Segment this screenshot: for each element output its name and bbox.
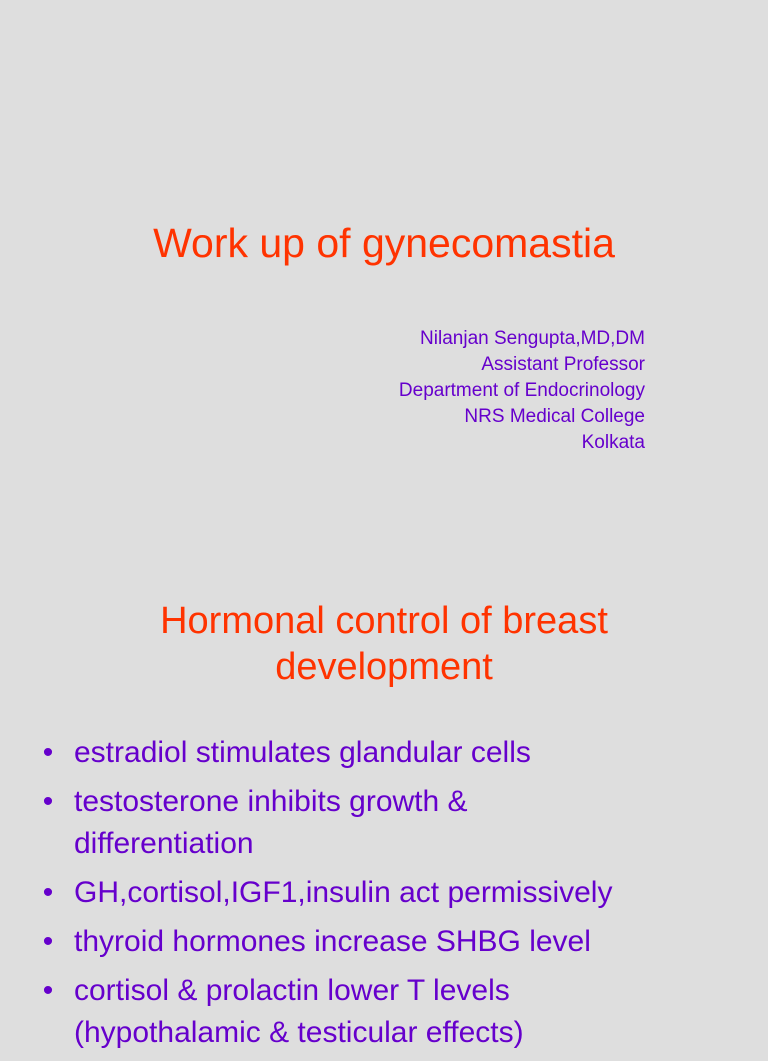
bullet-icon: •: [42, 876, 54, 909]
bullet-item: [38, 970, 738, 1054]
bullet-item: [38, 732, 738, 774]
bullet-icon: •: [42, 925, 54, 958]
slide-title-line-1: Hormonal control of breast: [160, 600, 608, 642]
bullet-text-continued: (hypothalamic & testicular effects): [74, 1016, 524, 1049]
bullet-item: [38, 921, 738, 963]
bullet-text: cortisol & prolactin lower T levels: [74, 974, 510, 1007]
bullet-text: testosterone inhibits growth &: [74, 785, 468, 818]
author-name: Nilanjan Sengupta,MD,DM: [420, 328, 645, 349]
author-city: Kolkata: [581, 432, 645, 453]
bullet-item: [38, 781, 738, 865]
bullet-text: estradiol stimulates glandular cells: [74, 736, 531, 769]
bullet-text: GH,cortisol,IGF1,insulin act permissively: [74, 876, 613, 909]
content-slide: [0, 576, 768, 1049]
bullet-icon: •: [42, 736, 54, 769]
author-position: Assistant Professor: [481, 354, 645, 375]
author-department: Department of Endocrinology: [398, 380, 645, 401]
bullet-item: [38, 872, 738, 914]
presentation-title: Work up of gynecomastia: [153, 220, 615, 266]
bullet-text-continued: differentiation: [74, 827, 254, 860]
bullet-icon: •: [42, 785, 54, 818]
author-info: [399, 326, 645, 456]
bullet-list: [38, 732, 738, 1061]
slide-title: [0, 598, 768, 690]
bullet-icon: •: [42, 974, 54, 1007]
slide-title-line-2: development: [275, 646, 493, 688]
bullet-text: thyroid hormones increase SHBG level: [74, 925, 591, 958]
author-institution: NRS Medical College: [464, 406, 645, 427]
